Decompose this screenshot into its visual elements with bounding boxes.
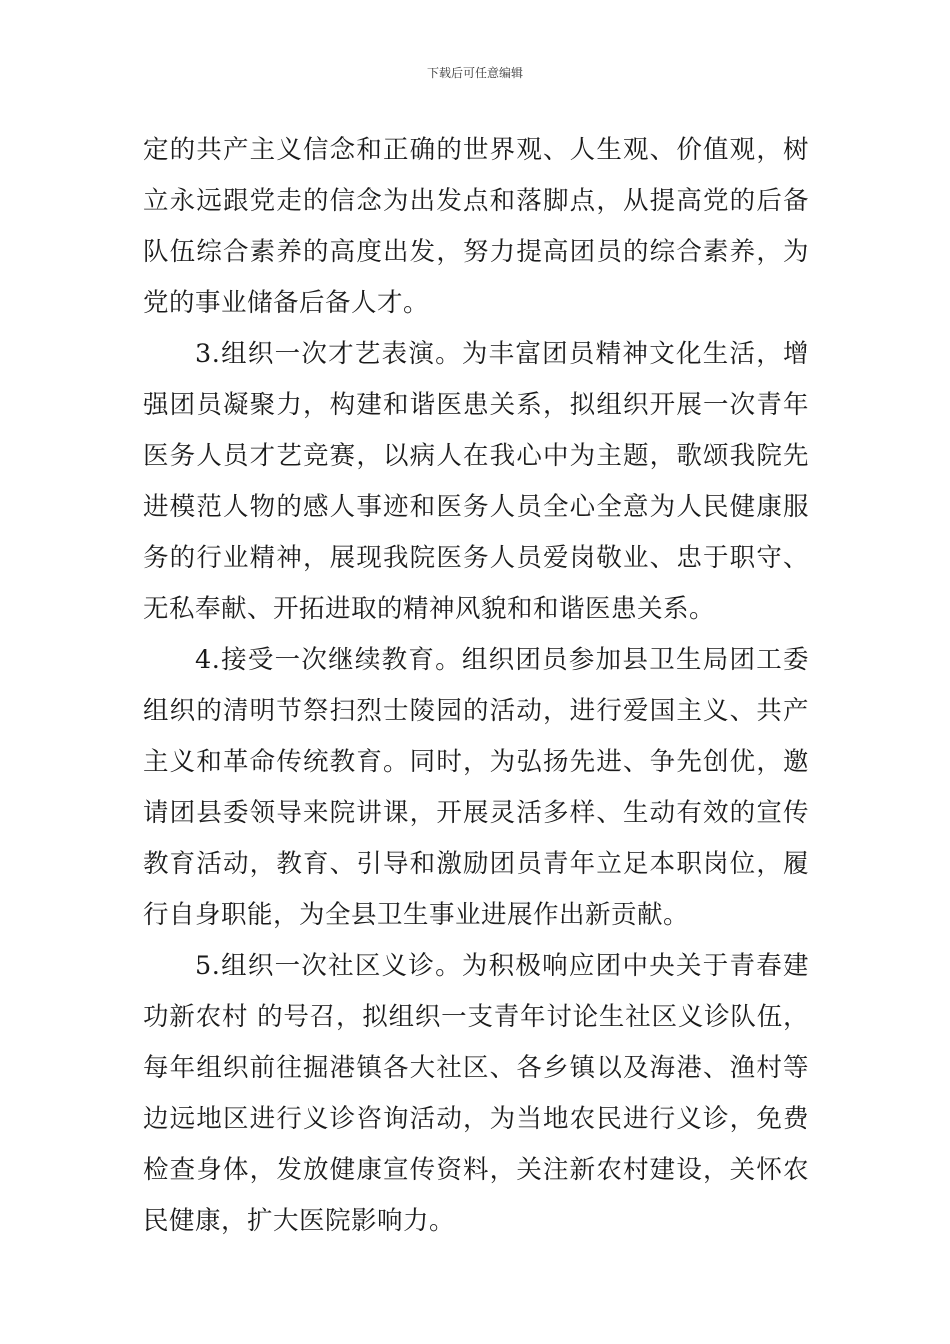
text-line: 立永远跟党走的信念为出发点和落脚点，从提高党的后备 (143, 186, 809, 216)
paragraph-continuation (143, 125, 809, 329)
text-line: 教育活动，教育、引导和激励团员青年立足本职岗位，履 (143, 849, 809, 879)
text-line: 检查身体，发放健康宣传资料，关注新农村建设，关怀农 (143, 1155, 809, 1185)
text-line: 务的行业精神，展现我院医务人员爱岗敬业、忠于职守、 (143, 543, 809, 573)
text-line: 强团员凝聚力，构建和谐医患关系，拟组织开展一次青年 (143, 390, 809, 420)
text-line: 定的共产主义信念和正确的世界观、人生观、价值观，树 (143, 135, 809, 165)
text-line: 4.接受一次继续教育。组织团员参加县卫生局团工委 (195, 645, 809, 675)
text-line: 请团县委领导来院讲课，开展灵活多样、生动有效的宣传 (143, 798, 809, 828)
text-line: 5.组织一次社区义诊。为积极响应团中央关于青春建 (195, 951, 809, 981)
text-line: 行自身职能，为全县卫生事业进展作出新贡献。 (143, 900, 690, 930)
text-line: 医务人员才艺竞赛，以病人在我心中为主题，歌颂我院先 (143, 441, 809, 471)
paragraph-item-4 (143, 635, 809, 941)
text-line: 无私奉献、开拓进取的精神风貌和和谐医患关系。 (143, 594, 716, 624)
text-line: 组织的清明节祭扫烈士陵园的活动，进行爱国主义、共产 (143, 696, 809, 726)
text-line: 进模范人物的感人事迹和医务人员全心全意为人民健康服 (143, 492, 809, 522)
text-line: 3.组织一次才艺表演。为丰富团员精神文化生活，增 (195, 339, 809, 369)
text-line: 民健康，扩大医院影响力。 (143, 1206, 456, 1236)
text-line: 队伍综合素养的高度出发，努力提高团员的综合素养，为 (143, 237, 809, 267)
text-line: 主义和革命传统教育。同时，为弘扬先进、争先创优，邀 (143, 747, 809, 777)
text-line: 每年组织前往掘港镇各大社区、各乡镇以及海港、渔村等 (143, 1053, 809, 1083)
paragraph-item-5 (143, 941, 809, 1247)
document-body (143, 125, 809, 1247)
paragraph-item-3 (143, 329, 809, 635)
text-line: 党的事业储备后备人才。 (143, 288, 430, 318)
page-header: 下载后可任意编辑 (426, 66, 523, 80)
text-line: 边远地区进行义诊咨询活动，为当地农民进行义诊，免费 (143, 1104, 809, 1134)
text-line: 功新农村 的号召，拟组织一支青年讨论生社区义诊队伍， (143, 1002, 809, 1032)
